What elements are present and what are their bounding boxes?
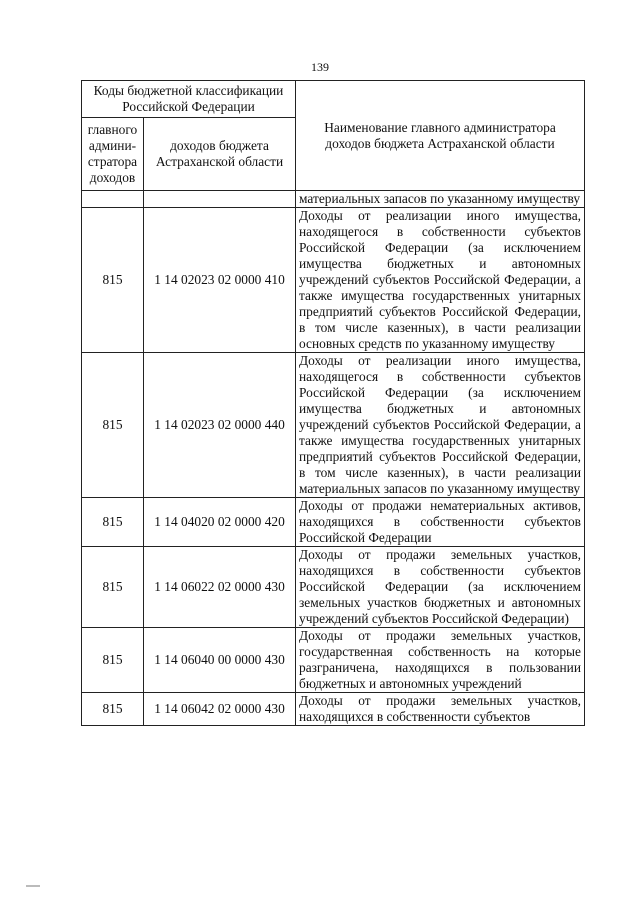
budget-classification-table — [81, 80, 585, 726]
admin-code-cell — [82, 191, 144, 208]
table-row — [82, 628, 585, 693]
header-admin-name: Наименование главного администратора доходов бюджета Астраханской области — [296, 81, 585, 191]
header-income-code: доходов бюджета Астраханской области — [144, 118, 296, 191]
admin-code-cell: 815 — [82, 353, 144, 498]
income-code-cell: 1 14 06042 02 0000 430 — [144, 693, 296, 726]
scan-artifact — [26, 885, 40, 887]
income-code-cell: 1 14 02023 02 0000 440 — [144, 353, 296, 498]
table-row — [82, 191, 585, 208]
income-code-cell: 1 14 04020 02 0000 420 — [144, 498, 296, 547]
income-name-cell: Доходы от продажи нематериальных активов, находящихся в собственности субъектов Российской Федерации — [296, 498, 585, 547]
header-codes-group: Коды бюджетной классификации Российской Федерации — [82, 81, 296, 118]
admin-code-cell: 815 — [82, 693, 144, 726]
income-code-cell: 1 14 06040 00 0000 430 — [144, 628, 296, 693]
income-code-cell — [144, 191, 296, 208]
income-name-cell: Доходы от реализации иного имущества, находящегося в собственности субъектов Российской Федерации (за исключением имущества бюджетных и автономных учреждений субъектов Российской Федерации, а также имущества государственных унитарных предприятий субъектов Российской Федерации, в том числе казенных), в части реализации основных средств по указанному имуществу — [296, 208, 585, 353]
table-row — [82, 353, 585, 498]
admin-code-cell: 815 — [82, 547, 144, 628]
income-name-cell: материальных запасов по указанному имуществу — [296, 191, 585, 208]
table-row — [82, 693, 585, 726]
header-admin-code: главного админи-стратора доходов — [82, 118, 144, 191]
table-body — [82, 191, 585, 726]
admin-code-cell: 815 — [82, 628, 144, 693]
table-row — [82, 547, 585, 628]
income-name-cell: Доходы от продажи земельных участков, находящихся в собственности субъектов Российской Федерации (за исключением земельных участков бюджетных и автономных учреждений субъектов Российской Федерации) — [296, 547, 585, 628]
header-row-group — [82, 81, 585, 118]
income-name-cell: Доходы от продажи земельных участков, находящихся в собственности субъектов — [296, 693, 585, 726]
table-row — [82, 498, 585, 547]
income-code-cell: 1 14 06022 02 0000 430 — [144, 547, 296, 628]
admin-code-cell: 815 — [82, 208, 144, 353]
admin-code-cell: 815 — [82, 498, 144, 547]
table-row — [82, 208, 585, 353]
income-name-cell: Доходы от реализации иного имущества, находящегося в собственности субъектов Российской Федерации (за исключением имущества бюджетных и автономных учреждений субъектов Российской Федерации, а также имущества государственных унитарных предприятий субъектов Российской Федерации, в том числе казенных), в части реализации материальных запасов по указанному имуществу — [296, 353, 585, 498]
page-number: 139 — [311, 60, 329, 74]
income-code-cell: 1 14 02023 02 0000 410 — [144, 208, 296, 353]
income-name-cell: Доходы от продажи земельных участков, государственная собственность на которые разграничена, находящихся в пользовании бюджетных и автономных учреждений — [296, 628, 585, 693]
